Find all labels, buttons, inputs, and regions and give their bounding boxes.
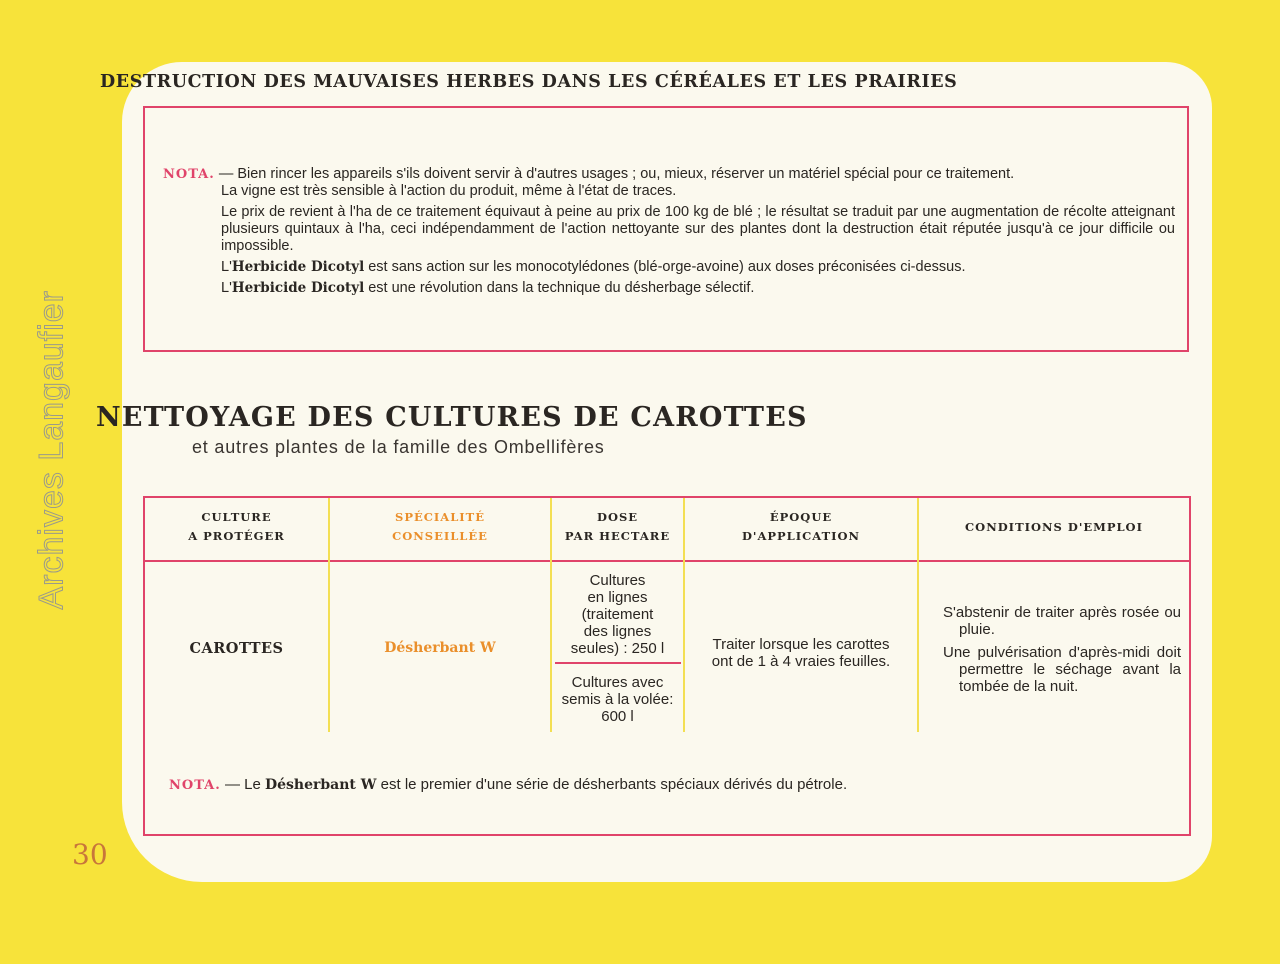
nota-para-4: [163, 280, 1175, 297]
nota-bottom: [169, 776, 847, 793]
nota-para-3: [163, 259, 1175, 276]
main-title: NETTOYAGE DES CULTURES DE CAROTTES: [96, 402, 808, 433]
header-dose-l1: DOSE: [596, 510, 639, 524]
dose-lignes-l3: (traitement: [581, 606, 654, 623]
page-number: 30: [72, 838, 108, 871]
nota-bottom-label: NOTA.: [169, 778, 221, 793]
nota-line-1: — Bien rincer les appareils s'ils doivent servir à d'autres usages ; ou, mieux, réserver un matériel spécial pour ce traitement.: [214, 166, 1015, 182]
treatment-table: [143, 496, 1191, 836]
dose-volee-l2: semis à la volée:: [561, 691, 674, 708]
para3-prefix: L': [221, 259, 232, 275]
header-dose-l2: PAR HECTARE: [564, 529, 671, 543]
dose-divider: [555, 662, 681, 664]
header-specialite-l2: CONSEILLÉE: [392, 529, 488, 543]
dose-volee-l1: Cultures avec: [571, 674, 664, 691]
dose-lignes-l5: seules) : 250 l: [570, 640, 665, 657]
cell-conditions: [943, 604, 1181, 701]
nota-line-2: La vigne est très sensible à l'action du produit, même à l'état de traces.: [221, 183, 677, 199]
para4-rest: est une révolution dans la technique du désherbage sélectif.: [364, 280, 755, 296]
header-epoque: [685, 508, 917, 546]
header-epoque-l1: ÉPOQUE: [769, 510, 833, 524]
header-divider: [145, 560, 1189, 562]
epoque-l2: ont de 1 à 4 vraies feuilles.: [711, 653, 891, 670]
dose-lignes-l2: en lignes: [587, 589, 648, 606]
para3-rest: est sans action sur les monocotylédones (blé-orge-avoine) aux doses préconisées ci-dessus.: [364, 259, 966, 275]
product-name-desherbant: Désherbant W: [264, 777, 377, 793]
nota-label: NOTA.: [163, 167, 215, 182]
header-specialite-l1: SPÉCIALITÉ: [395, 510, 485, 524]
cell-culture: CAROTTES: [189, 640, 284, 657]
watermark: Archives Langaufier: [32, 289, 71, 610]
nota-para-2: Le prix de revient à l'ha de ce traitement équivaut à peine au prix de 100 kg de blé ; le résultat se traduit par une augmentation de récolte atteignant plusieurs quintaux à l'ha, ceci indépendamment de l'action nettoyante sur des plantes dont la destruction était réputée jusqu'à ce jour difficile ou impossible.: [221, 204, 1175, 254]
cell-specialite: Désherbant W: [384, 640, 496, 656]
nota-para-1: [163, 166, 1175, 200]
sub-title: et autres plantes de la famille des Ombellifères: [192, 437, 605, 457]
section-heading-cereales: DESTRUCTION DES MAUVAISES HERBES DANS LES CÉRÉALES ET LES PRAIRIES: [100, 72, 958, 92]
cell-dose-lignes: [552, 572, 683, 657]
dose-volee-l3: 600 l: [601, 708, 634, 725]
header-culture-l2: A PROTÉGER: [188, 529, 285, 543]
nota-block-top: [163, 166, 1175, 301]
header-epoque-l2: D'APPLICATION: [741, 529, 861, 543]
para4-prefix: L': [221, 280, 232, 296]
dose-lignes-l4: des lignes: [583, 623, 652, 640]
cell-dose-volee: [552, 674, 683, 725]
header-culture: [145, 508, 328, 546]
product-name-dicotyl-2: Herbicide Dicotyl: [231, 280, 365, 296]
dose-lignes-l1: Cultures: [589, 572, 646, 589]
header-specialite: [330, 508, 550, 546]
header-dose: [552, 508, 683, 546]
epoque-l1: Traiter lorsque les carottes: [712, 636, 890, 653]
header-culture-l1: CULTURE: [201, 510, 272, 524]
nota-bottom-prefix: — Le: [220, 776, 265, 793]
header-conditions: CONDITIONS D'EMPLOI: [965, 520, 1143, 534]
condition-1: S'abstenir de traiter après rosée ou pluie.: [943, 604, 1181, 638]
product-name-dicotyl: Herbicide Dicotyl: [231, 259, 365, 275]
nota-box-top: [143, 106, 1189, 352]
cell-epoque: [685, 636, 917, 670]
nota-bottom-rest: est le premier d'une série de désherbants spéciaux dérivés du pétrole.: [376, 776, 848, 793]
condition-2: Une pulvérisation d'après-midi doit permettre le séchage avant la tombée de la nuit.: [943, 644, 1181, 695]
